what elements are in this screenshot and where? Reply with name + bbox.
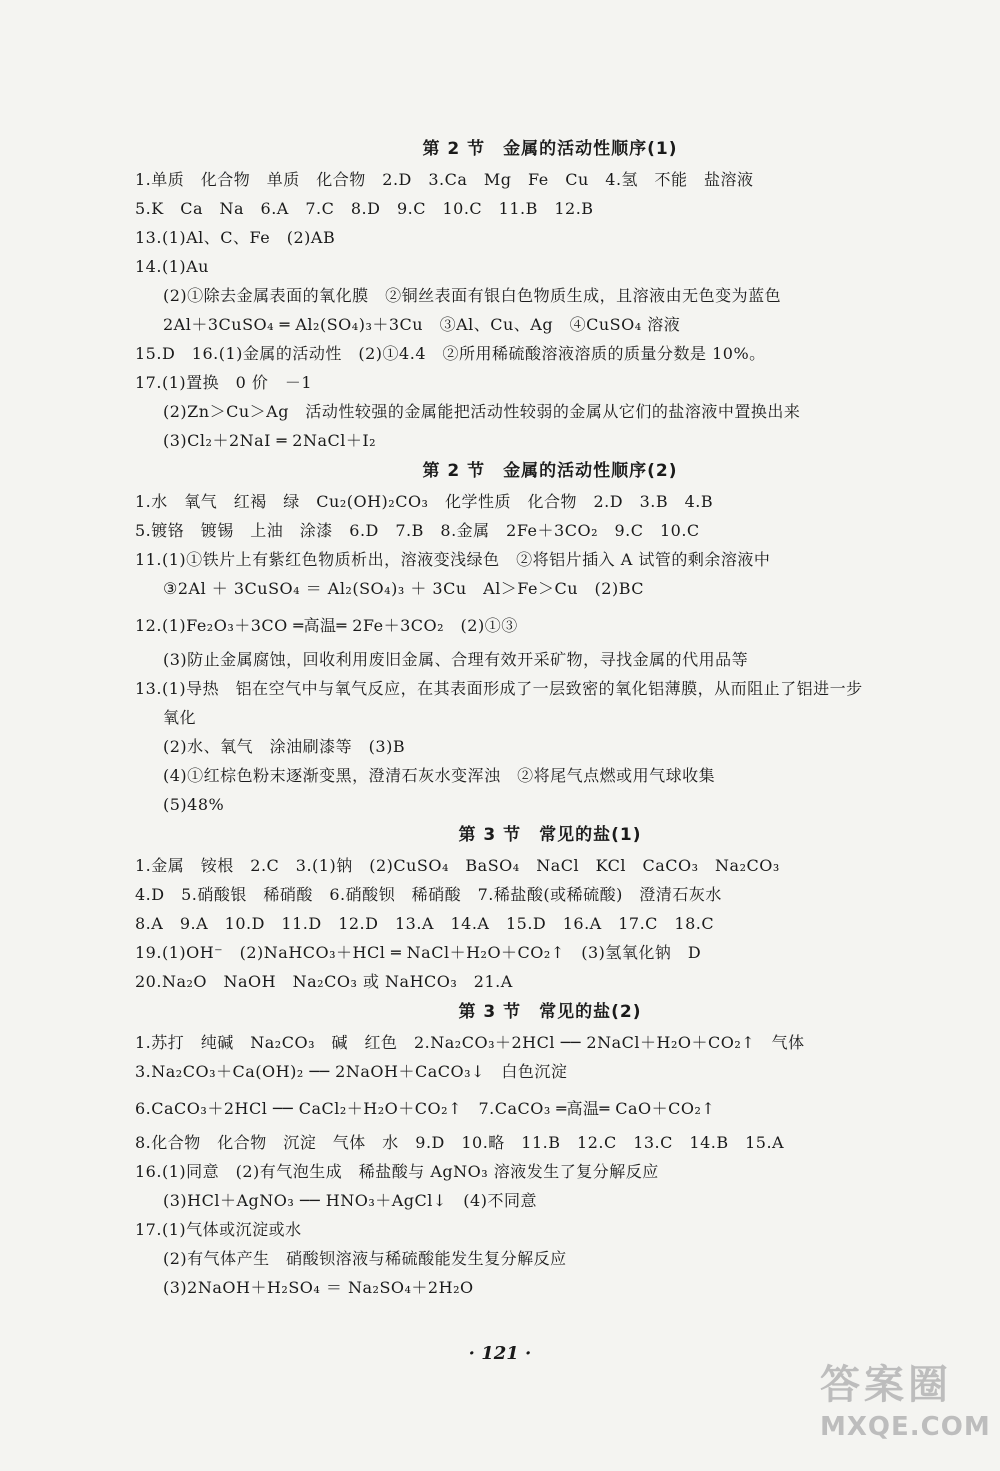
page-number: · 121 · xyxy=(468,1343,532,1364)
section-title: 第 3 节 常见的盐(1) xyxy=(458,825,642,845)
answer-line: 15.D 16.(1)金属的活动性 (2)①4.4 ②所用稀硫酸溶液溶质的质量分数是 10%。 xyxy=(135,344,766,363)
answer-line: 6.CaCO₃＋2HCl ── CaCl₂＋H₂O＋CO₂↑ 7.CaCO₃ ═高温═ CaO＋CO₂↑ xyxy=(135,1099,716,1118)
answer-line: 13.(1)Al、C、Fe (2)AB xyxy=(135,228,336,247)
answer-line: (3)防止金属腐蚀，回收利用废旧金属、合理有效开采矿物，寻找金属的代用品等 xyxy=(163,650,749,669)
watermark xyxy=(820,1360,990,1460)
section-title: 第 3 节 常见的盐(2) xyxy=(458,1002,642,1022)
answer-line: 19.(1)OH⁻ (2)NaHCO₃＋HCl ═ NaCl＋H₂O＋CO₂↑ (3)氢氧化钠 D xyxy=(135,943,702,962)
answer-line: 1.水 氧气 红褐 绿 Cu₂(OH)₂CO₃ 化学性质 化合物 2.D 3.B 4.B xyxy=(135,492,714,511)
answer-line: (3)HCl＋AgNO₃ ── HNO₃＋AgCl↓ (4)不同意 xyxy=(163,1191,537,1210)
answer-line: (2)Zn＞Cu＞Ag 活动性较强的金属能把活动性较弱的金属从它们的盐溶液中置换出来 xyxy=(163,402,801,421)
answer-line: 12.(1)Fe₂O₃＋3CO ═高温═ 2Fe＋3CO₂ (2)①③ xyxy=(135,616,518,635)
answer-line: (2)①除去金属表面的氧化膜 ②铜丝表面有银白色物质生成，且溶液由无色变为蓝色 xyxy=(163,286,782,305)
watermark-logo: 答案圈 xyxy=(820,1362,952,1408)
watermark-url: MXQE.COM xyxy=(820,1412,991,1442)
answer-line: 8.A 9.A 10.D 11.D 12.D 13.A 14.A 15.D 16.A 17.C 18.C xyxy=(135,914,715,933)
answer-line: 1.苏打 纯碱 Na₂CO₃ 碱 红色 2.Na₂CO₃＋2HCl ── 2NaCl＋H₂O＋CO₂↑ 气体 xyxy=(135,1033,805,1052)
answer-line: 5.K Ca Na 6.A 7.C 8.D 9.C 10.C 11.B 12.B xyxy=(135,199,594,218)
section-title: 第 2 节 金属的活动性顺序(1) xyxy=(422,139,678,159)
answer-line: 20.Na₂O NaOH Na₂CO₃ 或 NaHCO₃ 21.A xyxy=(135,972,513,991)
answer-line: 5.镀铬 镀锡 上油 涂漆 6.D 7.B 8.金属 2Fe＋3CO₂ 9.C 10.C xyxy=(135,521,700,540)
answer-line: 17.(1)置换 0 价 －1 xyxy=(135,373,313,392)
answer-line: 氧化 xyxy=(163,708,197,727)
answer-line: (3)Cl₂＋2NaI ═ 2NaCl＋I₂ xyxy=(163,431,377,450)
answer-line: 16.(1)同意 (2)有气泡生成 稀盐酸与 AgNO₃ 溶液发生了复分解反应 xyxy=(135,1162,659,1181)
answer-line: 13.(1)导热 铝在空气中与氧气反应，在其表面形成了一层致密的氧化铝薄膜，从而阻止了铝进一步 xyxy=(135,679,863,698)
answer-line: 4.D 5.硝酸银 稀硝酸 6.硝酸钡 稀硝酸 7.稀盐酸(或稀硫酸) 澄清石灰水 xyxy=(135,885,722,904)
answer-line: 1.单质 化合物 单质 化合物 2.D 3.Ca Mg Fe Cu 4.氢 不能 盐溶液 xyxy=(135,170,754,189)
answer-line: (4)①红棕色粉末逐渐变黑，澄清石灰水变浑浊 ②将尾气点燃或用气球收集 xyxy=(163,766,716,785)
section-title: 第 2 节 金属的活动性顺序(2) xyxy=(422,461,678,481)
answer-line: 8.化合物 化合物 沉淀 气体 水 9.D 10.略 11.B 12.C 13.C 14.B 15.A xyxy=(135,1133,785,1152)
answer-line: 3.Na₂CO₃＋Ca(OH)₂ ── 2NaOH＋CaCO₃↓ 白色沉淀 xyxy=(135,1062,568,1081)
answer-line: 11.(1)①铁片上有紫红色物质析出，溶液变浅绿色 ②将铝片插入 A 试管的剩余溶液中 xyxy=(135,550,771,569)
answer-content xyxy=(135,133,965,1302)
answer-line: (3)2NaOH＋H₂SO₄ ＝ Na₂SO₄＋2H₂O xyxy=(163,1278,474,1297)
answer-line: (2)有气体产生 硝酸钡溶液与稀硫酸能发生复分解反应 xyxy=(163,1249,567,1268)
answer-line: ③2Al ＋ 3CuSO₄ ＝ Al₂(SO₄)₃ ＋ 3Cu Al＞Fe＞Cu (2)BC xyxy=(163,579,645,598)
answer-line: 2Al＋3CuSO₄ ═ Al₂(SO₄)₃＋3Cu ③Al、Cu、Ag ④CuSO₄ 溶液 xyxy=(163,315,681,334)
answer-line: 1.金属 铵根 2.C 3.(1)钠 (2)CuSO₄ BaSO₄ NaCl KCl CaCO₃ Na₂CO₃ xyxy=(135,856,780,875)
answer-line: (5)48% xyxy=(163,795,225,814)
answer-line: (2)水、氧气 涂油刷漆等 (3)B xyxy=(163,737,406,756)
answer-line: 14.(1)Au xyxy=(135,257,209,276)
answer-line: 17.(1)气体或沉淀或水 xyxy=(135,1220,302,1239)
